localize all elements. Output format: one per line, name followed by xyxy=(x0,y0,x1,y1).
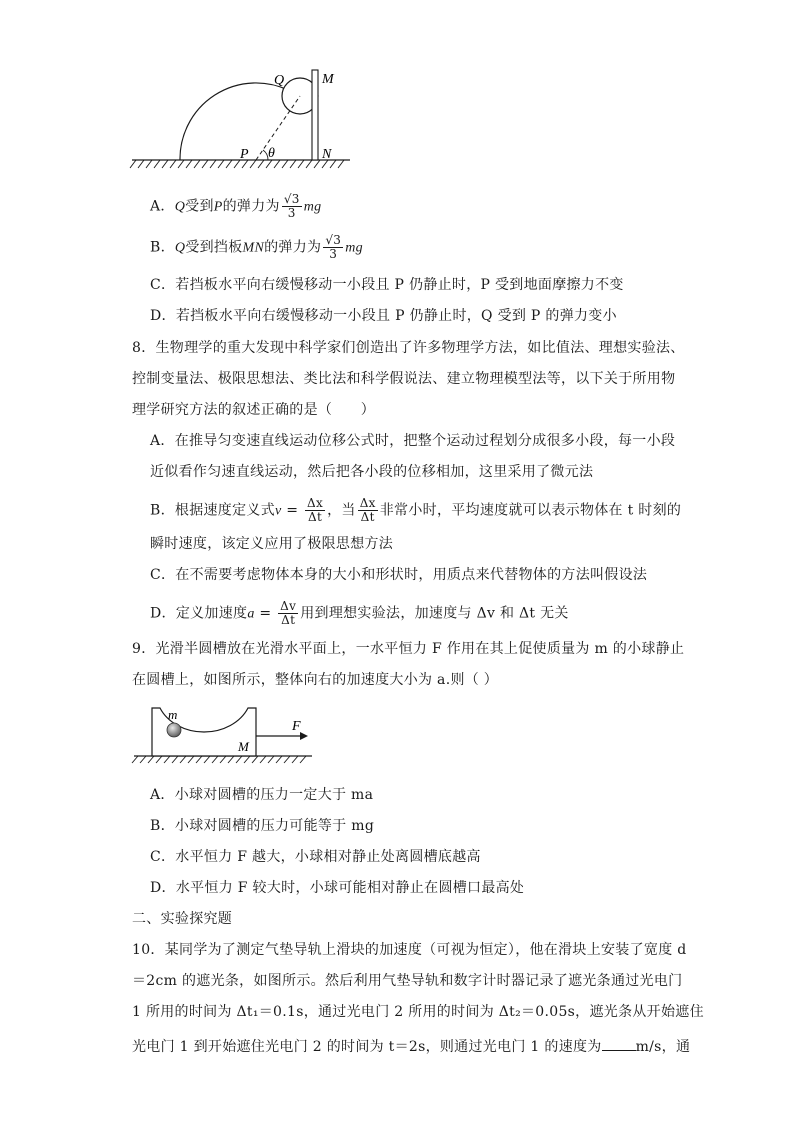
q8-option-a-line2: 近似看作匀速直线运动，然后把各小段的位移相加，这里采用了微元法 xyxy=(150,464,594,480)
q8-option-b-line2: 瞬时速度，该定义应用了极限思想方法 xyxy=(150,536,394,552)
q9-option-b: B．小球对圆槽的压力可能等于 mg xyxy=(150,818,375,834)
q7-option-c: C．若挡板水平向右缓慢移动一小段且 P 仍静止时，P 受到地面摩擦力不变 xyxy=(150,277,624,293)
q8-stem-line1: 8．生物理学的重大发现中科学家们创造出了许多物理学方法，如比值法、理想实验法、 xyxy=(132,340,685,356)
figure-semicircle-ball-board xyxy=(128,64,358,174)
answer-blank[interactable] xyxy=(602,1036,636,1051)
q8-stem-line3: 理学研究方法的叙述正确的是（ ） xyxy=(132,402,376,418)
figure-groove-ball-force xyxy=(130,700,330,770)
fraction: $\frac{√3}{3}$ xyxy=(283,192,300,220)
q8-option-c: C．在不需要考虑物体本身的大小和形状时，用质点来代替物体的方法叫假设法 xyxy=(150,567,648,583)
fraction: $\frac{\Delta x}{\Delta t}$ xyxy=(359,496,376,524)
fraction: $\frac{\Delta v}{\Delta t}$ xyxy=(280,599,297,627)
label-M: M xyxy=(322,72,334,87)
q9-stem-line1: 9．光滑半圆槽放在光滑水平面上，一水平恒力 F 作用在其上促使质量为 m 的小球静止 xyxy=(132,641,685,657)
fraction: $\frac{√3}{3}$ xyxy=(325,233,342,261)
q7-option-b: B．Q受到挡板MN的弹力为 $\frac{√3}{3}$ mg xyxy=(150,233,363,261)
q8-stem-line2: 控制变量法、极限思想法、类比法和科学假说法、建立物理模型法等，以下关于所用物 xyxy=(132,371,676,387)
label-F: F xyxy=(292,719,301,734)
q9-option-a: A．小球对圆槽的压力一定大于 ma xyxy=(150,787,374,803)
q9-option-d: D．水平恒力 F 较大时，小球可能相对静止在圆槽口最高处 xyxy=(150,880,525,896)
section-heading: 二、实验探究题 xyxy=(132,911,233,927)
q9-stem-line2: 在圆槽上，如图所示，整体向右的加速度大小为 a.则（ ） xyxy=(132,672,499,688)
q10-line3: 1 所用的时间为 Δt₁＝0.1s，通过光电门 2 所用的时间为 Δt₂＝0.05s，遮光条从开始遮住 xyxy=(132,1004,704,1020)
label-N: N xyxy=(322,147,332,162)
q7-option-d: D．若挡板水平向右缓慢移动一小段且 P 仍静止时，Q 受到 P 的弹力变小 xyxy=(150,308,617,324)
label-m: m xyxy=(168,707,178,722)
q10-line1: 10．某同学为了测定气垫导轨上滑块的加速度（可视为恒定），他在滑块上安装了宽度 d xyxy=(132,942,687,958)
q8-option-a-line1: A．在推导匀变速直线运动位移公式时，把整个运动过程划分成很多小段，每一小段 xyxy=(150,433,676,449)
label-M-groove: M xyxy=(238,739,249,754)
q7-option-a: A．Q受到P的弹力为 $\frac{√3}{3}$ mg xyxy=(150,192,322,220)
q10-line2: ＝2cm 的遮光条，如图所示。然后利用气垫导轨和数字计时器记录了遮光条通过光电门 xyxy=(132,973,683,989)
fraction: $\frac{\Delta x}{\Delta t}$ xyxy=(307,496,324,524)
q8-option-b: B．根据速度定义式v = $\frac{\Delta x}{\Delta t}$ ，当 $\frac{\Delta x}{\Delta t}$ 非常小时，平均速度就可以表示物体在 t 时刻的 xyxy=(150,496,682,524)
label-P: P xyxy=(240,147,249,162)
label-Q: Q xyxy=(274,73,285,88)
q9-option-c: C．水平恒力 F 越大，小球相对静止处离圆槽底越高 xyxy=(150,849,481,865)
q10-line4: 光电门 1 到开始遮住光电门 2 的时间为 t＝2s，则通过光电门 1 的速度为 m/s，通 xyxy=(132,1036,690,1057)
q8-option-d: D．定义加速度a = $\frac{\Delta v}{\Delta t}$ 用到理想实验法，加速度与 Δv 和 Δt 无关 xyxy=(150,599,569,627)
label-theta: θ xyxy=(268,146,275,161)
